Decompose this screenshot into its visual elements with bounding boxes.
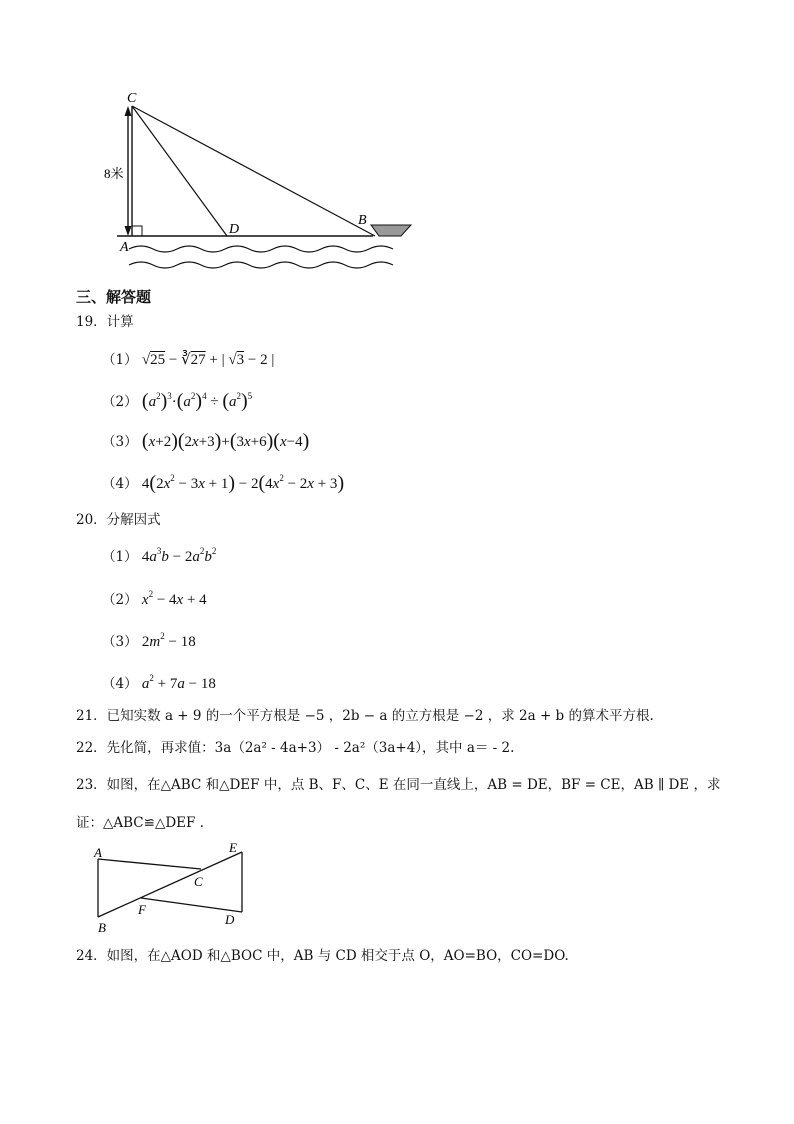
arrowhead-bottom [125, 226, 132, 236]
figure-tower-boat [95, 88, 415, 273]
boat-icon [371, 225, 411, 236]
item-number: （4） [102, 676, 138, 692]
item-number: （3） [102, 434, 138, 450]
math-expression: $(a^2)^3\cdot(a^2)^4 \div (a^2)^5$ [141, 390, 253, 412]
label-F: F [138, 902, 146, 917]
math-expression: $4a^3b - 2a^2b^2$ [141, 546, 217, 565]
label-C: C [127, 91, 137, 106]
math-expression: (x+2)(2x+3)+(3x+6)(x−4) [141, 430, 310, 452]
q20-item-4 [102, 672, 216, 693]
q23-line-2: 证：△ABC≌△DEF . [76, 815, 204, 831]
item-number: （4） [102, 476, 138, 492]
section-title: 三、解答题 [76, 289, 152, 306]
math-expression: $2m^2 - 18$ [141, 631, 196, 650]
wave-line-2 [129, 262, 393, 268]
line-CD [132, 106, 227, 236]
item-number: （3） [102, 634, 138, 650]
q19-item-1 [102, 348, 274, 369]
q19-item-3 [102, 430, 309, 451]
q24-text: 24．如图，在△AOD 和△BOC 中，AB 与 CD 相交于点 O，AO=BO，CO=DO. [76, 948, 569, 964]
item-number: （2） [102, 394, 138, 410]
q20-item-2 [102, 588, 207, 609]
q21-text: 21．已知实数 a + 9 的一个平方根是 −5 ，2b − a 的立方根是 −2 ，求 2a + b 的算术平方根. [76, 708, 654, 724]
right-angle-mark [132, 226, 142, 236]
line-FD [141, 898, 242, 912]
label-C: C [194, 874, 203, 889]
label-D: D [229, 222, 240, 237]
arrowhead-top [125, 106, 132, 116]
label-A: A [120, 240, 129, 255]
q19-item-4 [102, 472, 344, 493]
label-height: 8米 [104, 166, 124, 181]
line-CB [132, 106, 375, 236]
figure-triangles [88, 836, 268, 936]
q20-title: 20．分解因式 [76, 512, 161, 528]
label-E: E [229, 840, 237, 855]
label-B: B [358, 213, 367, 228]
label-A: A [94, 845, 102, 860]
line-AC [98, 859, 201, 869]
label-D: D [225, 912, 235, 927]
wave-line-1 [129, 246, 393, 252]
item-number: （2） [102, 592, 138, 608]
q19-title: 19．计算 [76, 314, 134, 330]
q22-text: 22．先化简，再求值：3a（2a² - 4a+3） - 2a²（3a+4），其中 a＝ - 2. [76, 740, 515, 756]
math-expression: $4(2x^2 - 3x + 1) - 2(4x^2 - 2x + 3)$ [141, 472, 345, 494]
item-number: （1） [102, 352, 138, 368]
math-expression: $a^2 + 7a - 18$ [141, 673, 216, 692]
q23-line-1: 23．如图，在△ABC 和△DEF 中，点 B、F、C、E 在同一直线上，AB = DE，BF = CE，AB ∥ DE ，求 [76, 777, 721, 793]
label-B: B [98, 920, 106, 935]
q20-item-3 [102, 630, 196, 651]
item-number: （1） [102, 549, 138, 565]
math-expression: √25 − ∛27 + | √3 − 2 | [141, 352, 275, 368]
q20-item-1 [102, 545, 216, 566]
q19-item-2 [102, 390, 252, 411]
math-expression: $x^2 - 4x + 4$ [141, 589, 207, 608]
